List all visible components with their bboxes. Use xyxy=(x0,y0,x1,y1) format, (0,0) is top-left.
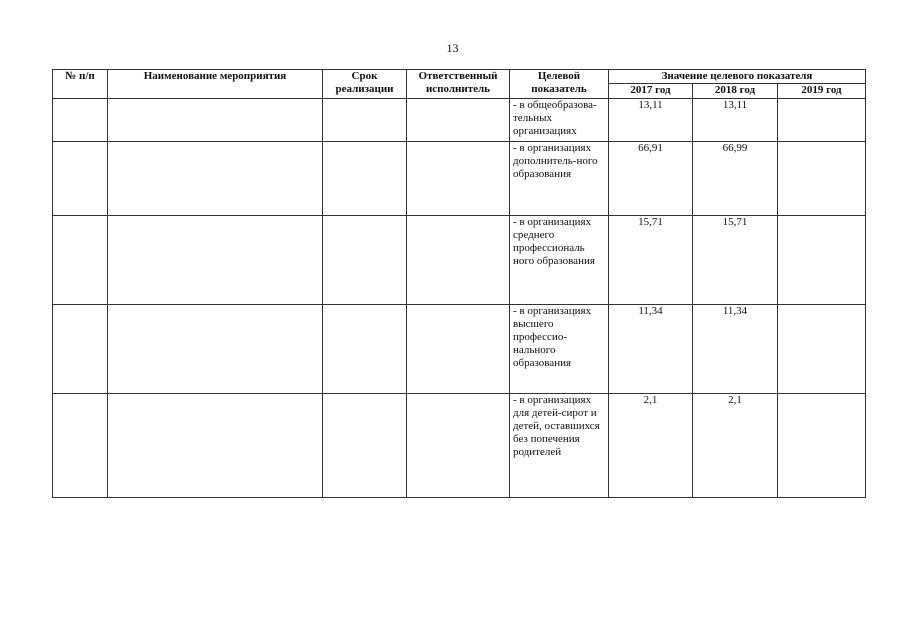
cell-value-2019 xyxy=(778,142,866,216)
cell-num xyxy=(53,99,108,142)
header-year-2018: 2018 год xyxy=(693,84,778,99)
cell-value-2017: 11,34 xyxy=(609,305,693,394)
header-indicator: Целевой показатель xyxy=(510,70,609,99)
cell-value-2017: 2,1 xyxy=(609,394,693,498)
cell-value-2017: 15,71 xyxy=(609,216,693,305)
cell-indicator: - в общеобразова-тельных организациях xyxy=(510,99,609,142)
header-name: Наименование мероприятия xyxy=(108,70,323,99)
cell-term xyxy=(323,305,407,394)
cell-term xyxy=(323,99,407,142)
cell-value-2018: 11,34 xyxy=(693,305,778,394)
cell-indicator: - в организациях дополнитель-ного образования xyxy=(510,142,609,216)
table-row xyxy=(53,394,866,498)
target-indicators-table xyxy=(52,69,866,498)
cell-value-2018: 15,71 xyxy=(693,216,778,305)
cell-num xyxy=(53,305,108,394)
cell-value-2018: 66,99 xyxy=(693,142,778,216)
cell-executor xyxy=(407,142,510,216)
cell-executor xyxy=(407,99,510,142)
header-executor: Ответственный исполнитель xyxy=(407,70,510,99)
cell-indicator: - в организациях среднего профессиональ ного образования xyxy=(510,216,609,305)
cell-term xyxy=(323,394,407,498)
table-row xyxy=(53,305,866,394)
cell-value-2019 xyxy=(778,216,866,305)
page-number: 13 xyxy=(446,41,459,55)
cell-value-2019 xyxy=(778,394,866,498)
cell-name xyxy=(108,216,323,305)
header-year-2019: 2019 год xyxy=(778,84,866,99)
cell-term xyxy=(323,142,407,216)
cell-value-2018: 13,11 xyxy=(693,99,778,142)
cell-num xyxy=(53,216,108,305)
cell-executor xyxy=(407,216,510,305)
cell-indicator: - в организациях высшего профессио-нального образования xyxy=(510,305,609,394)
table-row xyxy=(53,142,866,216)
cell-executor xyxy=(407,305,510,394)
cell-term xyxy=(323,216,407,305)
cell-name xyxy=(108,99,323,142)
cell-value-2019 xyxy=(778,99,866,142)
header-num: № п/п xyxy=(53,70,108,99)
cell-name xyxy=(108,142,323,216)
cell-indicator: - в организациях для детей-сирот и детей, оставшихся без попечения родителей xyxy=(510,394,609,498)
cell-name xyxy=(108,394,323,498)
cell-num xyxy=(53,394,108,498)
cell-value-2017: 13,11 xyxy=(609,99,693,142)
cell-name xyxy=(108,305,323,394)
cell-executor xyxy=(407,394,510,498)
table-row xyxy=(53,216,866,305)
table-header-row xyxy=(53,70,866,84)
header-value-group: Значение целевого показателя xyxy=(609,70,866,84)
cell-value-2017: 66,91 xyxy=(609,142,693,216)
table-row xyxy=(53,99,866,142)
cell-num xyxy=(53,142,108,216)
cell-value-2019 xyxy=(778,305,866,394)
header-year-2017: 2017 год xyxy=(609,84,693,99)
header-term: Срок реализации xyxy=(323,70,407,99)
cell-value-2018: 2,1 xyxy=(693,394,778,498)
